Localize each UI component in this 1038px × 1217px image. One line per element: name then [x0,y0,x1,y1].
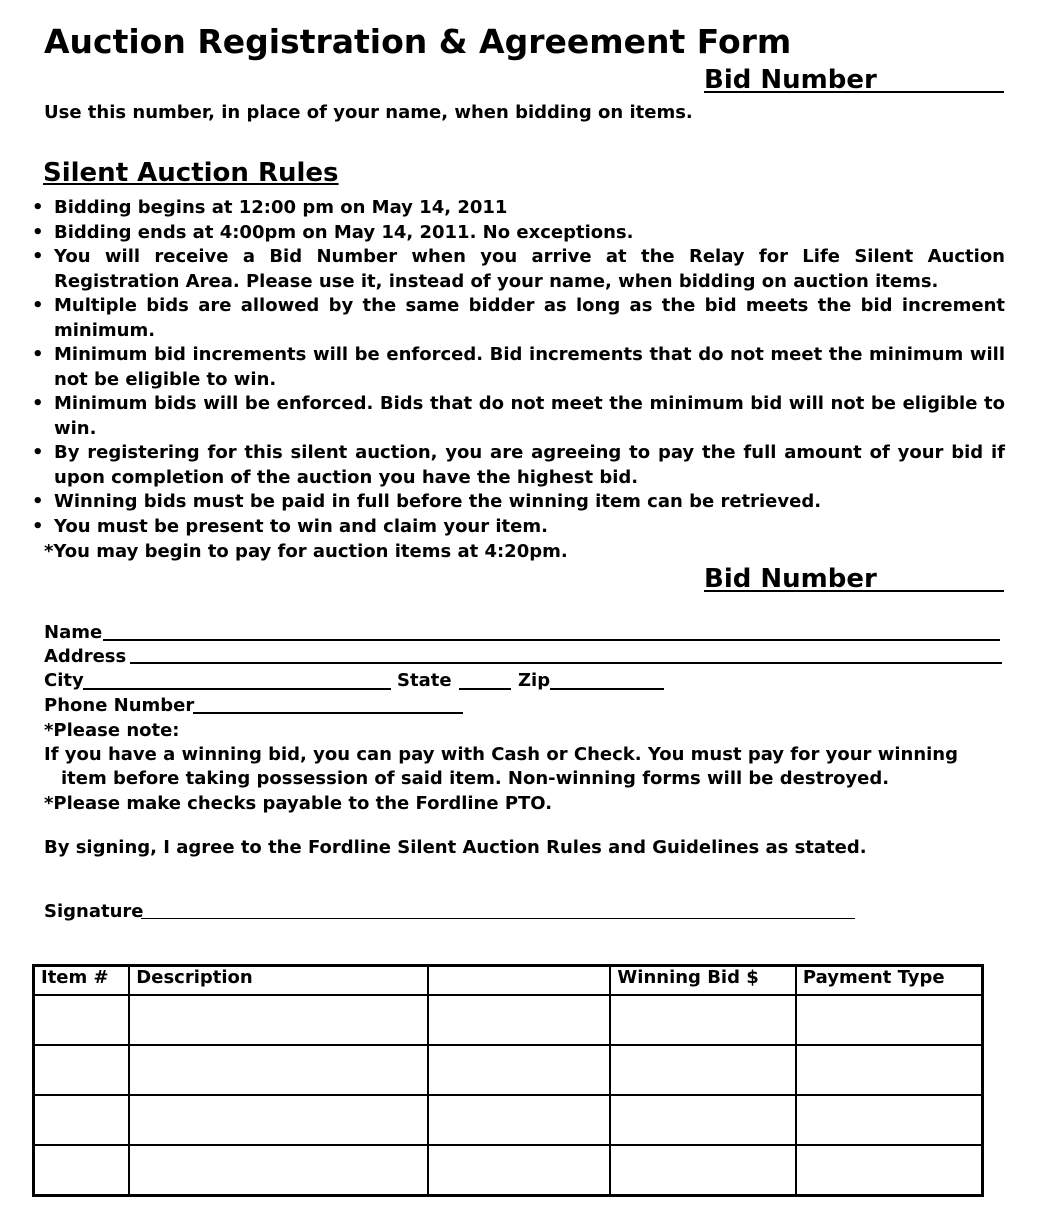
bid-number-line-top[interactable] [704,91,1004,93]
table-cell[interactable] [129,1145,428,1196]
rule-item: • Bidding ends at 4:00pm on May 14, 2011. No exceptions. [30,221,1005,246]
rule-item: • You will receive a Bid Number when you arrive at the Relay for Life Silent Auction Registration Area. Please use it, instead of your name, when bidding on auction items. [30,245,1005,294]
zip-field[interactable] [550,688,664,690]
table-cell[interactable] [34,1145,130,1196]
rule-item: • By registering for this silent auction, you are agreeing to pay the full amount of your bid if upon completion of the auction you have the highest bid. [30,441,1005,490]
bid-number-line[interactable] [704,590,1004,592]
table-cell[interactable] [428,1145,610,1196]
rules-list [30,196,1005,539]
table-cell[interactable] [428,1045,610,1095]
table-header-row [34,966,983,996]
table-cell[interactable] [34,1095,130,1145]
city-field[interactable] [83,688,391,690]
address-field[interactable] [130,662,1002,664]
payment-note-line-1: If you have a winning bid, you can pay with Cash or Check. You must pay for your winning [44,744,959,765]
table-cell[interactable] [796,1045,983,1095]
state-label: State [397,670,452,691]
payment-note-line-2: item before taking possession of said item. Non-winning forms will be destroyed. [61,768,890,789]
rule-item: • Minimum bids will be enforced. Bids that do not meet the minimum bid will not be eligible to win. [30,392,1005,441]
table-cell[interactable] [610,1045,796,1095]
table-cell[interactable] [34,995,130,1045]
col-payment-type: Payment Type [796,966,983,996]
table-cell[interactable] [34,1045,130,1095]
bid-number-note: Use this number, in place of your name, when bidding on items. [44,102,693,123]
items-table [32,964,984,1197]
phone-field[interactable] [193,712,463,714]
checks-note: *Please make checks payable to the Fordline PTO. [44,793,553,814]
signature-field[interactable] [141,918,855,919]
table-cell[interactable] [796,1095,983,1145]
table-row [34,1095,983,1145]
bid-number-label-top: Bid Number [704,65,877,95]
rule-item: • Multiple bids are allowed by the same bidder as long as the bid meets the bid increment minimum. [30,294,1005,343]
rule-item: • Minimum bid increments will be enforced. Bid increments that do not meet the minimum will not be eligible to win. [30,343,1005,392]
rules-footnote: *You may begin to pay for auction items at 4:20pm. [44,541,568,562]
col-blank [428,966,610,996]
col-description: Description [129,966,428,996]
table-cell[interactable] [129,995,428,1045]
table-cell[interactable] [428,995,610,1045]
name-field[interactable] [103,639,1000,641]
please-note: *Please note: [44,720,180,741]
address-label: Address [44,646,127,667]
table-cell[interactable] [428,1095,610,1145]
table-cell[interactable] [610,1145,796,1196]
table-row [34,995,983,1045]
state-field[interactable] [459,688,511,690]
page-title: Auction Registration & Agreement Form [44,22,792,61]
city-label: City [44,670,84,691]
table-cell[interactable] [610,1095,796,1145]
rule-item: • Bidding begins at 12:00 pm on May 14, 2011 [30,196,1005,221]
name-label: Name [44,622,103,643]
table-cell[interactable] [129,1045,428,1095]
table-row [34,1045,983,1095]
rule-item: • You must be present to win and claim your item. [30,515,1005,540]
signature-label: Signature [44,901,144,922]
table-cell[interactable] [796,995,983,1045]
bid-number-label: Bid Number [704,564,877,594]
table-cell[interactable] [129,1095,428,1145]
phone-label: Phone Number [44,695,195,716]
rules-heading: Silent Auction Rules [43,158,339,188]
agreement-text: By signing, I agree to the Fordline Silent Auction Rules and Guidelines as stated. [44,837,867,858]
rule-item: • Winning bids must be paid in full before the winning item can be retrieved. [30,490,1005,515]
table-cell[interactable] [796,1145,983,1196]
table-row [34,1145,983,1196]
zip-label: Zip [518,670,551,691]
table-cell[interactable] [610,995,796,1045]
col-winning-bid: Winning Bid $ [610,966,796,996]
col-item-number: Item # [34,966,130,996]
